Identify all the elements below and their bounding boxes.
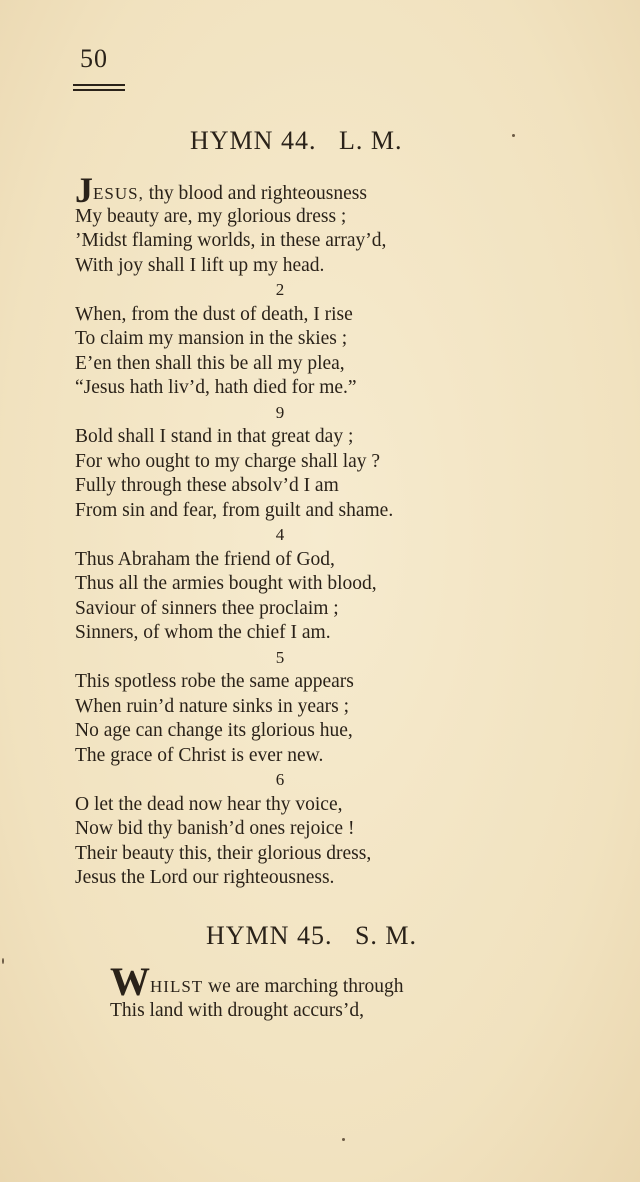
verse-line: Sinners, of whom the chief I am. <box>75 622 331 643</box>
header-rule <box>73 84 125 86</box>
page-number: 50 <box>80 44 108 73</box>
verse-line: For who ought to my charge shall lay ? <box>75 450 381 472</box>
verse-line: When, from the dust of death, I rise <box>75 303 353 325</box>
paper-speck <box>512 134 515 137</box>
verse-line: Fully through these absolv’d I am <box>75 475 339 496</box>
verse-line: E’en then shall this be all my plea, <box>75 352 345 374</box>
verse-line: From sin and fear, from guilt and shame. <box>75 499 394 521</box>
drop-cap: J <box>75 170 93 210</box>
stanza-number: 5 <box>275 647 285 667</box>
drop-cap: W <box>110 959 150 1004</box>
verse-line: Saviour of sinners thee proclaim ; <box>75 597 339 619</box>
verse-line: ’Midst flaming worlds, in these array’d, <box>75 230 387 251</box>
paper-speck <box>2 958 4 964</box>
first-word: HILST <box>150 977 204 996</box>
stanza-number: 6 <box>275 770 285 789</box>
verse-line: Jesus the Lord our righteousness. <box>75 867 335 888</box>
verse-line: “Jesus hath liv’d, hath died for me.” <box>75 377 357 398</box>
paper-speck <box>342 1138 345 1141</box>
verse-line: Their beauty this, their glorious dress, <box>75 842 372 864</box>
verse-line: To claim my mansion in the skies ; <box>75 328 348 349</box>
verse-line: This spotless robe the same appears <box>75 671 354 692</box>
verse-line: This land with drought accurs’d, <box>110 1000 364 1021</box>
verse-line: Now bid thy banish’d ones rejoice ! <box>75 818 355 839</box>
hymn-45-first-line <box>110 959 404 1004</box>
first-line-rest: we are marching through <box>203 976 404 997</box>
verse-line: My beauty are, my glorious dress ; <box>75 205 347 227</box>
hymn-44-title: HYMN 44. L. M. <box>190 126 403 155</box>
verse-line: With joy shall I lift up my head. <box>75 254 325 276</box>
hymn-45-title: HYMN 45. S. M. <box>206 921 418 950</box>
verse-line: When ruin’d nature sinks in years ; <box>75 695 350 717</box>
header-rule <box>73 89 125 91</box>
first-line-rest: thy blood and righteousness <box>143 183 367 204</box>
verse-line: The grace of Christ is ever new. <box>75 744 324 766</box>
verse-line: Thus all the armies bought with blood, <box>75 573 377 594</box>
stanza-number: 4 <box>275 525 285 544</box>
hymn-45-text <box>110 959 404 1024</box>
verse-line: Thus Abraham the friend of God, <box>75 548 335 570</box>
hymn-44-text <box>75 170 485 891</box>
verse-line: O let the dead now hear thy voice, <box>75 793 343 815</box>
hymn-44-first-line <box>75 170 485 210</box>
first-word: ESUS, <box>93 184 144 203</box>
verse-line: Bold shall I stand in that great day ; <box>75 426 354 447</box>
verse-line: No age can change its glorious hue, <box>75 720 353 741</box>
stanza-number: 2 <box>275 280 285 299</box>
stanza-number: 9 <box>275 402 285 422</box>
